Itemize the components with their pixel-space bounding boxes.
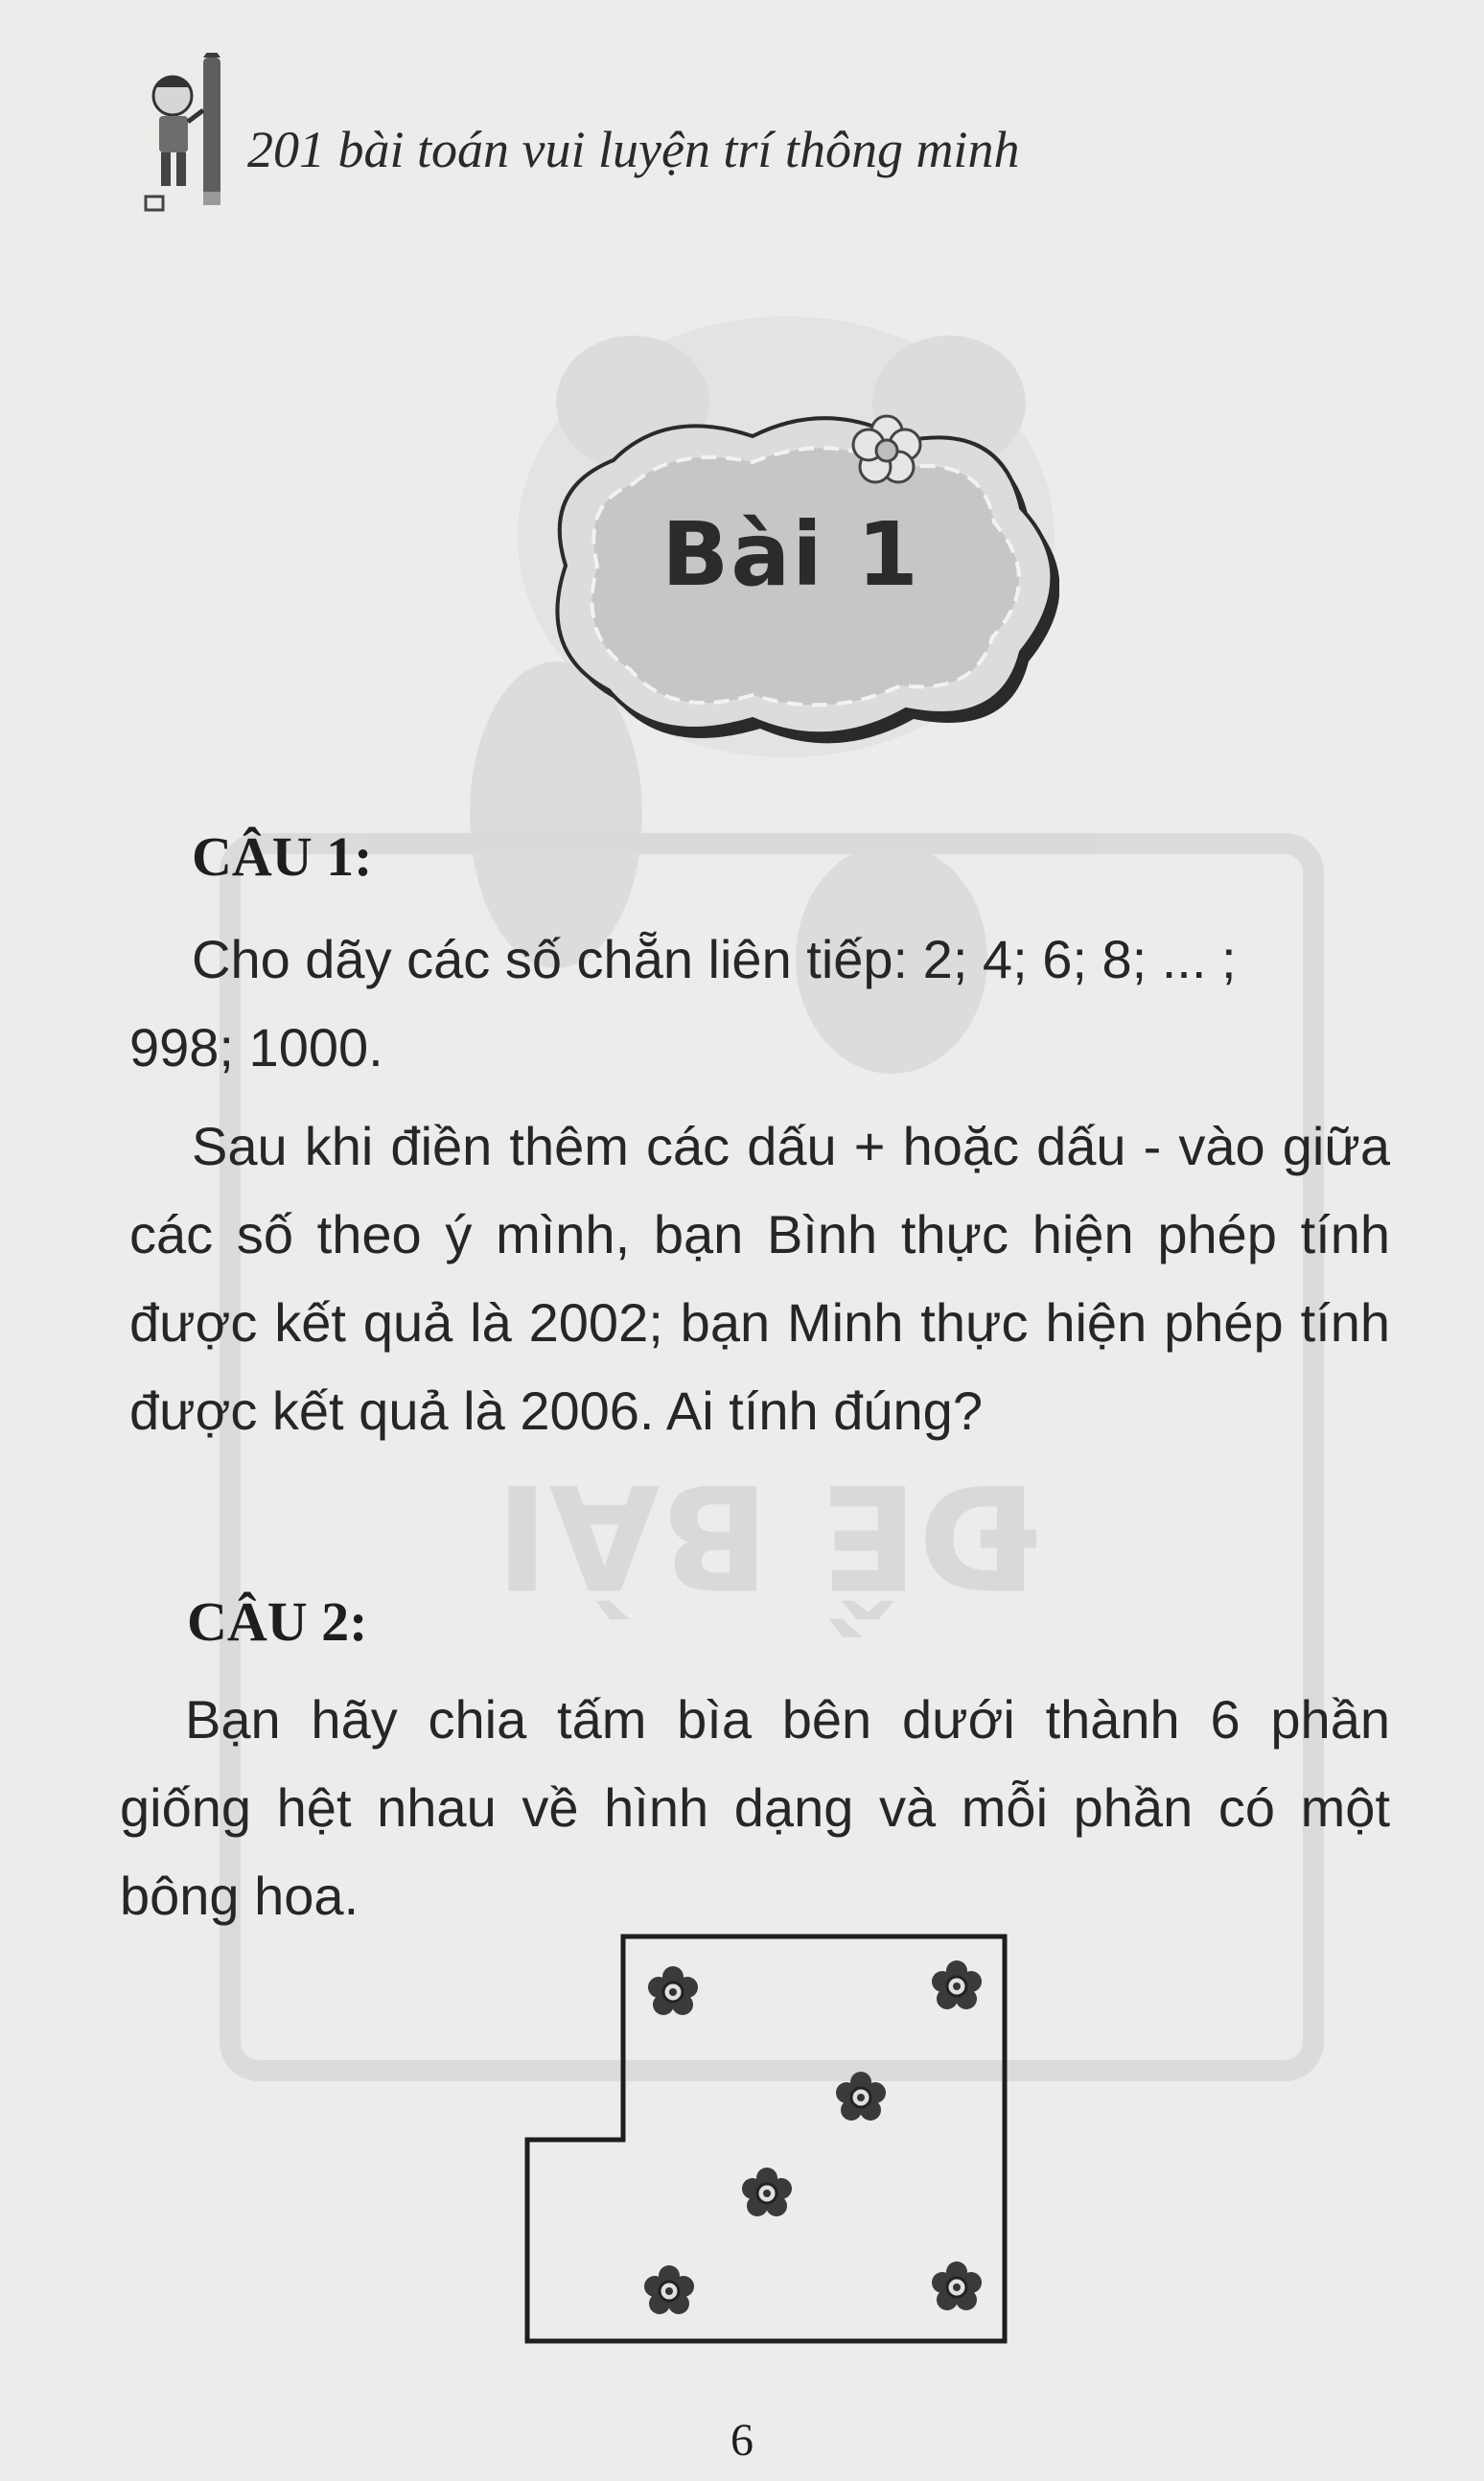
book-title: 201 bài toán vui luyện trí thông minh <box>247 121 1020 178</box>
page-number: 6 <box>730 2415 754 2466</box>
question-1-line-1: Cho dãy các số chẵn liên tiếp: 2; 4; 6; 8; ... ; <box>192 929 1237 989</box>
question-1-paragraph-2: Sau khi điền thêm các dấu + hoặc dấu - vào giữa các số theo ý mình, bạn Bình thực hiện phép tính được kết quả là 2002; bạn Minh thực hiện phép tính được kết quả là 2006. Ai tính đúng? <box>129 1116 1390 1441</box>
question-2-paragraph: Bạn hãy chia tấm bìa bên dưới thành 6 phần giống hệt nhau về hình dạng và mỗi phần có một bông hoa. <box>120 1689 1390 1926</box>
cardboard-figure <box>518 1927 1016 2358</box>
question-2-heading: CÂU 2: <box>187 1590 368 1653</box>
question-1-text <box>129 916 1390 1092</box>
question-1-line-2: 998; 1000. <box>129 1017 383 1078</box>
boy-with-pencil-icon <box>144 53 240 216</box>
background-text: ĐỀ BÀI <box>495 1451 1039 1618</box>
lesson-title: Bài 1 <box>661 503 920 606</box>
question-1-heading: CÂU 1: <box>192 825 373 888</box>
page-header <box>144 53 1020 216</box>
lesson-badge <box>522 403 1059 757</box>
